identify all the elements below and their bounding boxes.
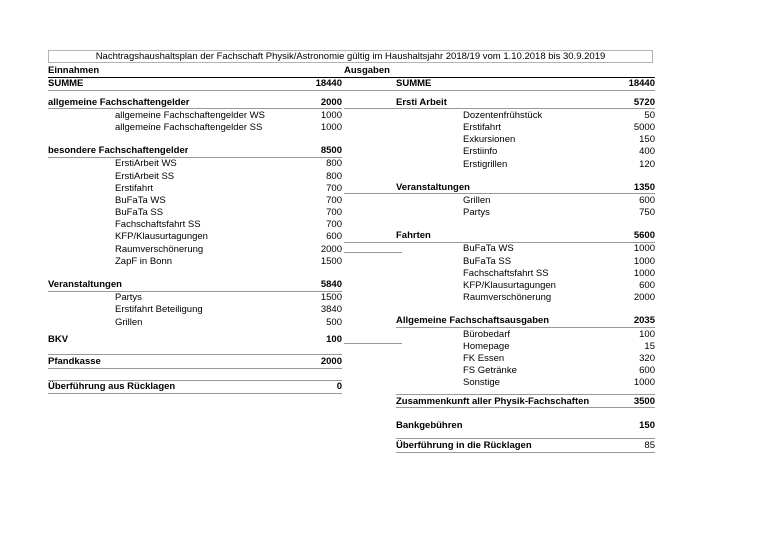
item-value: 700: [326, 194, 342, 206]
item-label: allgemeine Fachschaftengelder SS: [115, 121, 263, 133]
section-row: [48, 354, 342, 368]
item-value: 5000: [633, 121, 655, 133]
item-label: Raumverschönerung: [463, 292, 552, 304]
item-label: Erstigrillen: [463, 158, 508, 170]
item-row: [396, 243, 655, 255]
section-label: Ersti Arbeit: [396, 96, 447, 108]
item-label: Erstiinfo: [463, 146, 498, 158]
section-row: [396, 438, 655, 452]
item-row: [396, 146, 655, 158]
item-row: [396, 158, 655, 170]
expenses-summe-label: SUMME: [396, 78, 432, 89]
expenses-column-caption: Ausgaben: [344, 65, 390, 76]
expenses-summe-value: 18440: [628, 78, 655, 89]
section-row: [396, 315, 655, 328]
item-row: [48, 121, 342, 133]
item-label: Exkursionen: [463, 134, 516, 146]
item-row: [396, 352, 655, 364]
section-row: [48, 96, 342, 109]
item-value: 2000: [633, 292, 655, 304]
item-label: BuFaTa SS: [463, 255, 512, 267]
item-value: 100: [639, 328, 655, 340]
section-label: Pfandkasse: [48, 355, 101, 367]
section-row: [396, 181, 655, 194]
section-row: [396, 394, 655, 408]
stray-grid-line: [344, 252, 402, 253]
item-label: FS Getränke: [463, 365, 517, 377]
summe-total-row: [48, 77, 655, 91]
item-row: [396, 340, 655, 352]
spacer: [396, 408, 655, 419]
item-value: 2000: [320, 243, 342, 255]
item-row: [396, 134, 655, 146]
section-label: Zusammenkunft aller Physik-Fachschaften: [396, 395, 590, 407]
item-label: KFP/Klausurtagungen: [463, 280, 556, 292]
expenses-column: [396, 90, 655, 453]
section-value: 5840: [320, 279, 342, 291]
section-value: 0: [336, 381, 342, 393]
item-label: Grillen: [115, 316, 143, 328]
item-value: 1000: [633, 377, 655, 389]
income-column-caption: Einnahmen: [48, 65, 100, 76]
section-row: [48, 278, 342, 291]
spacer: [48, 345, 342, 354]
section-value: 2000: [320, 96, 342, 108]
item-value: 120: [639, 158, 655, 170]
section-value: 2035: [633, 315, 655, 327]
item-label: Grillen: [463, 194, 491, 206]
item-label: ErstiArbeit SS: [115, 170, 175, 182]
section-label: besondere Fachschaftengelder: [48, 145, 189, 157]
item-value: 3840: [320, 304, 342, 316]
section-value: 8500: [320, 145, 342, 157]
item-label: BuFaTa WS: [115, 194, 166, 206]
item-value: 700: [326, 182, 342, 194]
section-value: 150: [639, 419, 655, 431]
item-label: Homepage: [463, 340, 510, 352]
item-value: 600: [326, 231, 342, 243]
item-row: [48, 182, 342, 194]
section-value: 1350: [633, 181, 655, 193]
item-row: [48, 292, 342, 304]
item-row: [396, 377, 655, 389]
item-label: Erstifahrt: [115, 182, 154, 194]
item-label: Dozentenfrühstück: [463, 109, 543, 121]
item-value: 750: [639, 207, 655, 219]
item-row: [396, 328, 655, 340]
item-row: [48, 109, 342, 121]
item-value: 1500: [320, 255, 342, 267]
section-value: 85: [644, 439, 655, 451]
item-label: Raumverschönerung: [115, 243, 204, 255]
item-row: [396, 365, 655, 377]
section-row: [48, 145, 342, 158]
spacer: [48, 369, 342, 380]
item-label: BuFaTa SS: [115, 207, 164, 219]
section-label: Allgemeine Fachschaftsausgaben: [396, 315, 550, 327]
item-row: [48, 158, 342, 170]
item-value: 15: [644, 340, 655, 352]
item-label: Erstifahrt Beteiligung: [115, 304, 203, 316]
item-value: 600: [639, 194, 655, 206]
section-value: 3500: [633, 395, 655, 407]
section-value: 2000: [320, 355, 342, 367]
item-row: [48, 316, 342, 328]
section-row: [396, 419, 655, 431]
income-column: [48, 90, 342, 394]
item-row: [48, 231, 342, 243]
stray-grid-line: [344, 343, 402, 344]
section-label: Veranstaltungen: [48, 279, 122, 291]
section-label: Überführung in die Rücklagen: [396, 439, 532, 451]
item-row: [48, 255, 342, 267]
section-label: BKV: [48, 333, 69, 345]
item-value: 700: [326, 219, 342, 231]
item-row: [396, 207, 655, 219]
section-label: allgemeine Fachschaftengelder: [48, 96, 190, 108]
section-label: Bankgebühren: [396, 419, 463, 431]
income-summe-label: SUMME: [48, 78, 84, 89]
document-title: Nachtragshaushaltsplan der Fachschaft Physik/Astronomie gültig im Haushaltsjahr 2018/19 vom 1.10.2018 bis 30.9.2019: [48, 50, 653, 63]
section-label: Fahrten: [396, 230, 431, 242]
spacer: [48, 267, 342, 278]
item-label: Sonstige: [463, 377, 500, 389]
section-value: 5600: [633, 230, 655, 242]
spacer: [396, 304, 655, 315]
item-row: [396, 194, 655, 206]
item-value: 320: [639, 352, 655, 364]
section-label: Überführung aus Rücklagen: [48, 381, 176, 393]
item-label: Partys: [115, 292, 142, 304]
item-value: 1000: [320, 121, 342, 133]
item-value: 800: [326, 158, 342, 170]
item-label: ErstiArbeit WS: [115, 158, 177, 170]
item-label: KFP/Klausurtagungen: [115, 231, 208, 243]
item-value: 1000: [633, 267, 655, 279]
item-row: [48, 219, 342, 231]
item-label: Erstifahrt: [463, 121, 502, 133]
item-value: 400: [639, 146, 655, 158]
item-value: 50: [644, 109, 655, 121]
item-label: BuFaTa WS: [463, 243, 514, 255]
section-value: 5720: [633, 96, 655, 108]
item-row: [396, 292, 655, 304]
section-row: [48, 333, 342, 345]
spacer: [396, 219, 655, 230]
item-label: Fachschaftsfahrt SS: [115, 219, 201, 231]
item-value: 500: [326, 316, 342, 328]
income-summe-value: 18440: [315, 78, 342, 89]
section-row: [48, 380, 342, 394]
spacer: [48, 134, 342, 145]
spacer: [396, 431, 655, 438]
item-label: Bürobedarf: [463, 328, 511, 340]
item-value: 1500: [320, 292, 342, 304]
item-label: ZapF in Bonn: [115, 255, 173, 267]
item-label: Partys: [463, 207, 490, 219]
item-value: 1000: [633, 243, 655, 255]
item-row: [48, 304, 342, 316]
item-row: [48, 243, 342, 255]
item-row: [48, 170, 342, 182]
item-value: 600: [639, 280, 655, 292]
item-value: 700: [326, 207, 342, 219]
item-row: [396, 121, 655, 133]
item-row: [396, 267, 655, 279]
item-value: 800: [326, 170, 342, 182]
item-label: FK Essen: [463, 352, 505, 364]
item-row: [48, 207, 342, 219]
item-value: 600: [639, 365, 655, 377]
item-row: [396, 255, 655, 267]
section-value: 100: [326, 333, 342, 345]
spacer: [396, 170, 655, 181]
item-value: 1000: [320, 109, 342, 121]
section-label: Veranstaltungen: [396, 181, 470, 193]
item-row: [396, 109, 655, 121]
item-row: [396, 279, 655, 291]
item-value: 150: [639, 134, 655, 146]
item-row: [48, 194, 342, 206]
item-value: 1000: [633, 255, 655, 267]
item-label: Fachschaftsfahrt SS: [463, 267, 549, 279]
section-row: [396, 230, 655, 243]
section-row: [396, 96, 655, 109]
item-label: allgemeine Fachschaftengelder WS: [115, 109, 265, 121]
